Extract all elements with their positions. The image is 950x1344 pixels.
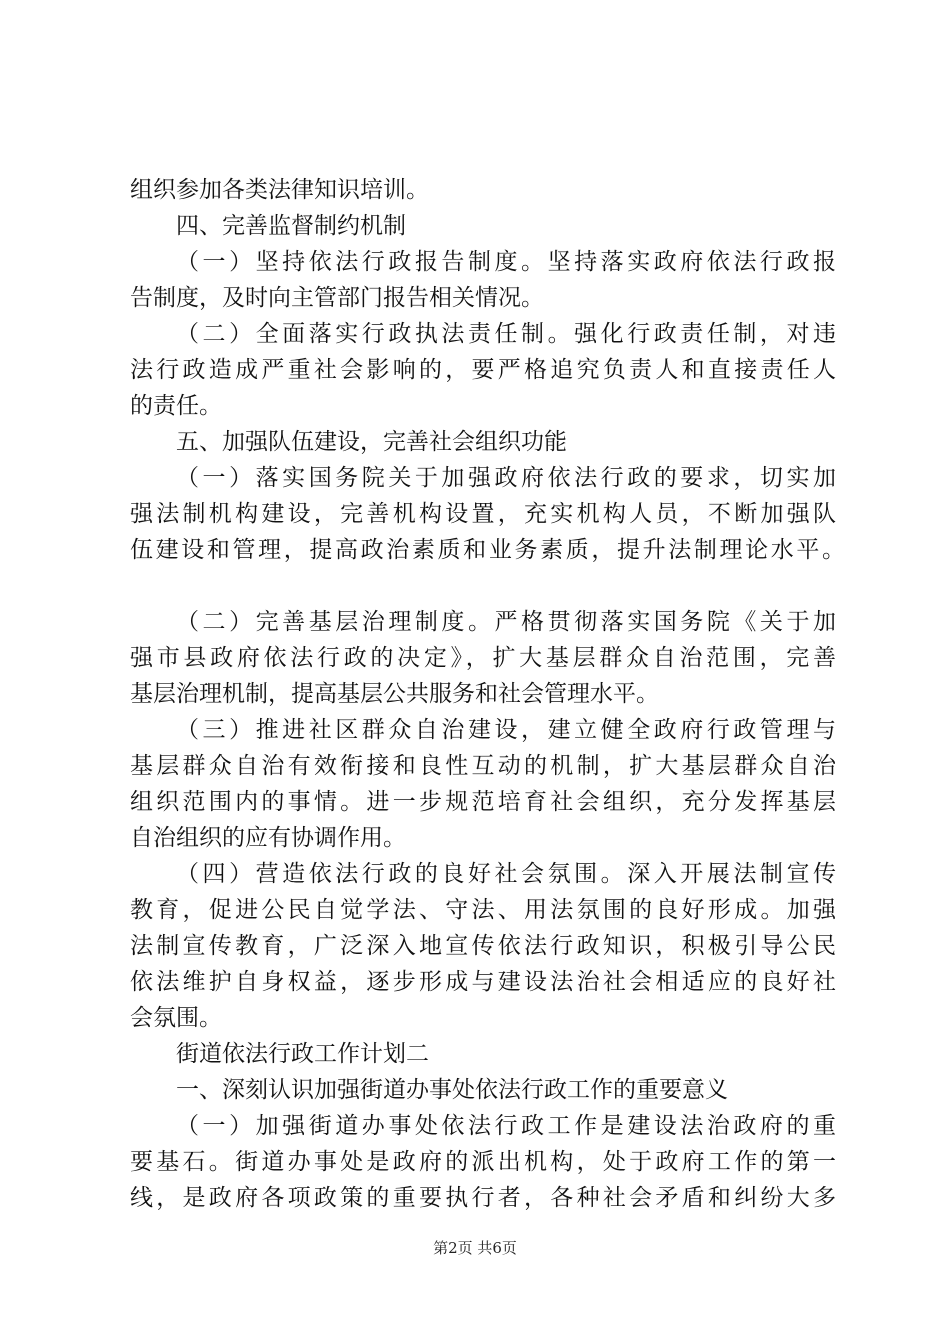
text-line: 伍建设和管理，提高政治素质和业务素质，提升法制理论水平。 (130, 537, 845, 563)
text-line: 自治组织的应有协调作用。 (130, 825, 406, 851)
text-line: 强市县政府依法行政的决定》，扩大基层群众自治范围，完善 (130, 645, 836, 671)
text-line: （一）加强街道办事处依法行政工作是建设法治政府的重 (176, 1113, 836, 1139)
section-heading: 一、深刻认识加强街道办事处依法行政工作的重要意义 (176, 1077, 728, 1103)
text-line: 线，是政府各项政策的重要执行者，各种社会矛盾和纠纷大多 (130, 1185, 836, 1211)
text-line: 法行政造成严重社会影响的，要严格追究负责人和直接责任人 (130, 357, 836, 383)
text-line: 强法制机构建设，完善机构设置，充实机构人员，不断加强队 (130, 501, 836, 527)
text-line: 告制度，及时向主管部门报告相关情况。 (130, 285, 544, 311)
text-line: 教育，促进公民自觉学法、守法、用法氛围的良好形成。加强 (130, 897, 836, 923)
text-line: 法制宣传教育，广泛深入地宣传依法行政知识，积极引导公民 (130, 933, 836, 959)
text-line: 的责任。 (130, 393, 222, 419)
page-number: 第2页 共6页 (433, 1239, 517, 1257)
text-line: （二）全面落实行政执法责任制。强化行政责任制，对违 (176, 321, 836, 347)
text-line: （二）完善基层治理制度。严格贯彻落实国务院《关于加 (176, 609, 836, 635)
text-line: 组织参加各类法律知识培训。 (130, 177, 429, 203)
text-line: 要基石。街道办事处是政府的派出机构，处于政府工作的第一 (130, 1149, 836, 1175)
document-title: 街道依法行政工作计划二 (176, 1041, 429, 1067)
text-line: 会氛围。 (130, 1005, 222, 1031)
text-line: 基层群众自治有效衔接和良性互动的机制，扩大基层群众自治 (130, 753, 836, 779)
section-heading: 五、加强队伍建设，完善社会组织功能 (176, 429, 567, 455)
text-line: 组织范围内的事情。进一步规范培育社会组织，充分发挥基层 (130, 789, 836, 815)
text-line: 基层治理机制，提高基层公共服务和社会管理水平。 (130, 681, 659, 707)
text-line: （一）落实国务院关于加强政府依法行政的要求，切实加 (176, 465, 836, 491)
text-line: （三）推进社区群众自治建设，建立健全政府行政管理与 (176, 717, 836, 743)
section-heading: 四、完善监督制约机制 (176, 213, 406, 239)
text-line: 依法维护自身权益，逐步形成与建设法治社会相适应的良好社 (130, 969, 836, 995)
text-line: （四）营造依法行政的良好社会氛围。深入开展法制宣传 (176, 861, 836, 887)
text-line: （一）坚持依法行政报告制度。坚持落实政府依法行政报 (176, 249, 836, 275)
